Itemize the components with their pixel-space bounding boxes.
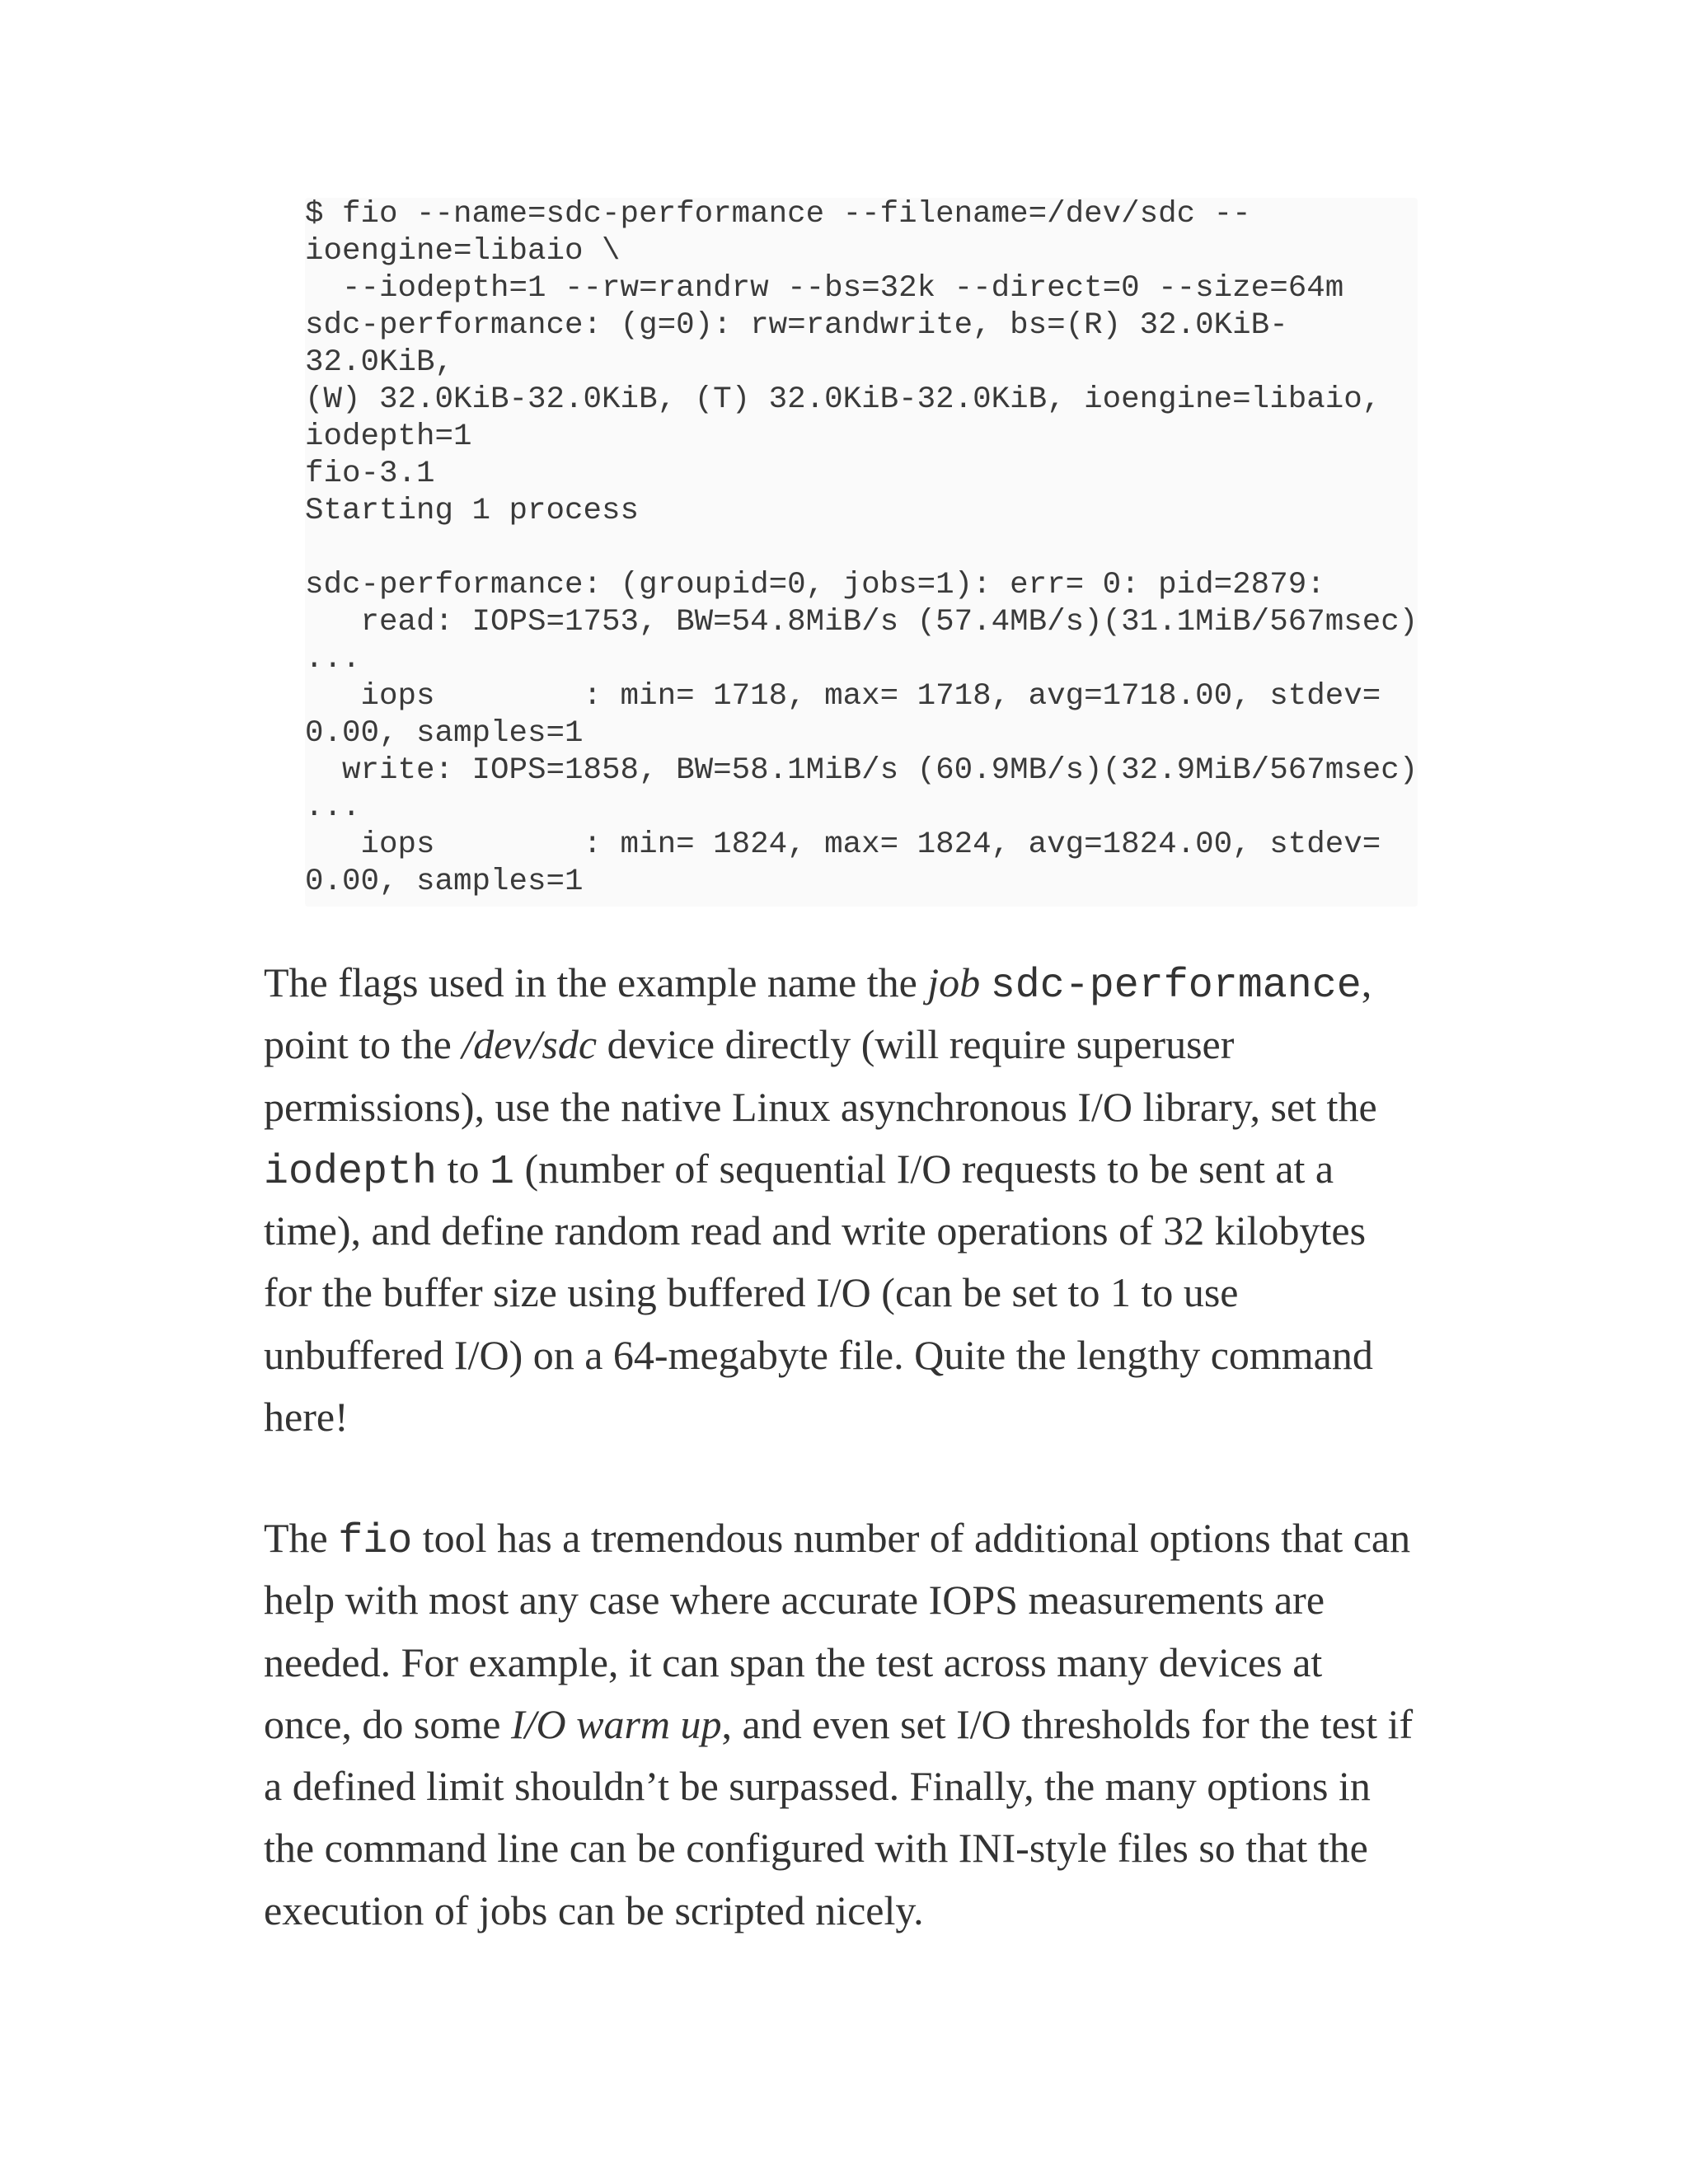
- code-line: Starting 1 process: [305, 494, 640, 528]
- code-line: (W) 32.0KiB-32.0KiB, (T) 32.0KiB-32.0KiB, ioengine=libaio,: [305, 382, 1381, 417]
- code-line: 0.00, samples=1: [305, 865, 584, 899]
- inline-code-fio: fio: [338, 1518, 413, 1565]
- code-line: [305, 530, 1418, 567]
- text-run: once, do some: [264, 1700, 511, 1747]
- text-run: point to the: [264, 1021, 462, 1068]
- paragraph-line: unbuffered I/O) on a 64-megabyte file. Quite the lengthy command: [264, 1331, 1373, 1378]
- paragraph-line: help with most any case where accurate IOPS measurements are: [264, 1577, 1325, 1624]
- paragraph-line: [264, 952, 1426, 1014]
- paragraph-line: permissions), use the native Linux asynchronous I/O library, set the: [264, 1083, 1377, 1130]
- paragraph-line: [264, 1014, 1426, 1076]
- paragraph-line: time), and define random read and write operations of 32 kilobytes: [264, 1207, 1367, 1254]
- code-line: iops : min= 1824, max= 1824, avg=1824.00, stdev=: [305, 827, 1381, 862]
- code-line: fio-3.1: [305, 457, 435, 491]
- text-run: [980, 959, 991, 1005]
- code-line: 0.00, samples=1: [305, 716, 584, 751]
- code-line: iodepth=1: [305, 419, 472, 454]
- inline-code-one: 1: [489, 1148, 514, 1196]
- text-run: tool has a tremendous number of additional options that can: [412, 1515, 1411, 1561]
- emphasis-io-warm-up: I/O warm up: [510, 1700, 722, 1747]
- text-run: , and even set I/O thresholds for the test if: [721, 1700, 1414, 1747]
- code-line: write: IOPS=1858, BW=58.1MiB/s (60.9MB/s)(32.9MiB/567msec): [305, 753, 1418, 788]
- paragraph-line: needed. For example, it can span the test across many devices at: [264, 1638, 1323, 1685]
- paragraph-line: for the buffer size using buffered I/O (can be set to 1 to use: [264, 1269, 1239, 1316]
- text-run: The flags used in the example name the: [264, 959, 928, 1005]
- code-line: ...: [305, 642, 361, 677]
- paragraph-line: here!: [264, 1394, 349, 1441]
- code-line: sdc-performance: (groupid=0, jobs=1): err= 0: pid=2879:: [305, 568, 1325, 602]
- code-line: iops : min= 1718, max= 1718, avg=1718.00, stdev=: [305, 679, 1381, 714]
- paragraph-fio-options: [264, 1507, 1426, 1942]
- paragraph-line: the command line can be configured with INI-style files so that the: [264, 1825, 1368, 1872]
- paragraph-line: [264, 1138, 1426, 1200]
- emphasis-device-path: /dev/sdc: [462, 1021, 598, 1068]
- code-line: ioengine=libaio \: [305, 234, 621, 269]
- text-run: The: [264, 1515, 339, 1561]
- inline-code-job-name: sdc-performance: [990, 963, 1362, 1010]
- emphasis-job: job: [927, 959, 981, 1005]
- paragraph-line: execution of jobs can be scripted nicely.: [264, 1886, 924, 1933]
- paragraph-line: [264, 1507, 1426, 1569]
- paragraph-flags-explanation: [264, 952, 1426, 1448]
- inline-code-iodepth: iodepth: [264, 1148, 438, 1196]
- code-line: sdc-performance: (g=0): rw=randwrite, bs=(R) 32.0KiB-: [305, 308, 1288, 343]
- text-run: (number of sequential I/O requests to be sent at a: [513, 1145, 1334, 1192]
- text-run: to: [437, 1145, 490, 1192]
- code-line: $ fio --name=sdc-performance --filename=/dev/sdc --: [305, 197, 1251, 232]
- text-run: device directly (will require superuser: [597, 1021, 1235, 1068]
- paragraph-line: a defined limit shouldn’t be surpassed. Finally, the many options in: [264, 1763, 1371, 1810]
- code-block: [305, 196, 1418, 901]
- text-run: ,: [1361, 959, 1372, 1005]
- code-line: --iodepth=1 --rw=randrw --bs=32k --direct=0 --size=64m: [305, 271, 1344, 306]
- code-line: ...: [305, 790, 361, 825]
- paragraph-line: [264, 1694, 1426, 1755]
- code-line: 32.0KiB,: [305, 345, 454, 380]
- code-line: read: IOPS=1753, BW=54.8MiB/s (57.4MB/s)(31.1MiB/567msec): [305, 605, 1418, 640]
